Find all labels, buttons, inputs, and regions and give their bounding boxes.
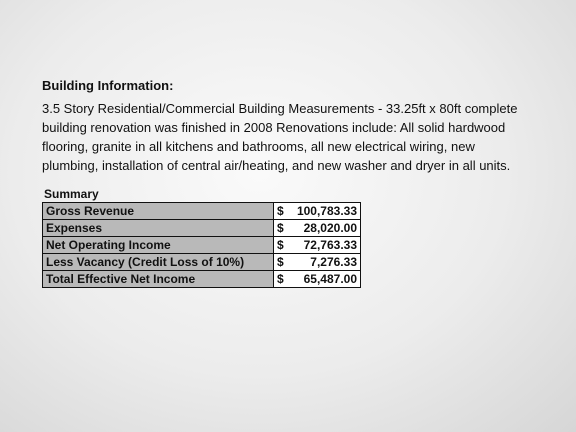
row-label: Less Vacancy (Credit Loss of 10%) bbox=[43, 254, 274, 271]
currency-symbol: $ bbox=[277, 238, 284, 252]
row-amount: 65,487.00 bbox=[303, 272, 357, 286]
document-page bbox=[42, 78, 542, 288]
table-row bbox=[43, 220, 361, 237]
row-amount-cell bbox=[274, 220, 361, 237]
row-amount-cell bbox=[274, 237, 361, 254]
currency-symbol: $ bbox=[277, 204, 284, 218]
row-amount: 28,020.00 bbox=[303, 221, 357, 235]
row-amount: 72,763.33 bbox=[303, 238, 357, 252]
summary-table bbox=[42, 202, 361, 288]
table-row bbox=[43, 203, 361, 220]
row-label: Net Operating Income bbox=[43, 237, 274, 254]
row-amount: 100,783.33 bbox=[296, 204, 357, 218]
table-row bbox=[43, 237, 361, 254]
table-row bbox=[43, 254, 361, 271]
row-label: Total Effective Net Income bbox=[43, 271, 274, 288]
row-amount-cell bbox=[274, 254, 361, 271]
row-amount: 7,276.33 bbox=[310, 255, 357, 269]
currency-symbol: $ bbox=[277, 221, 284, 235]
row-label: Expenses bbox=[43, 220, 274, 237]
summary-title: Summary bbox=[44, 187, 99, 201]
table-row bbox=[43, 271, 361, 288]
row-label: Gross Revenue bbox=[43, 203, 274, 220]
row-amount-cell bbox=[274, 271, 361, 288]
summary-section bbox=[42, 187, 542, 288]
currency-symbol: $ bbox=[277, 255, 284, 269]
currency-symbol: $ bbox=[277, 272, 284, 286]
row-amount-cell bbox=[274, 203, 361, 220]
section-heading: Building Information: bbox=[42, 78, 174, 93]
building-description: 3.5 Story Residential/Commercial Building Measurements - 33.25ft x 80ft complete building renovation was finished in 2008 Renovations include: All solid hardwood flooring, granite in all kitchens and bathrooms, all new electrical wiring, new plumbing, installation of central air/heating, and new washer and dryer in all units. bbox=[42, 101, 518, 173]
